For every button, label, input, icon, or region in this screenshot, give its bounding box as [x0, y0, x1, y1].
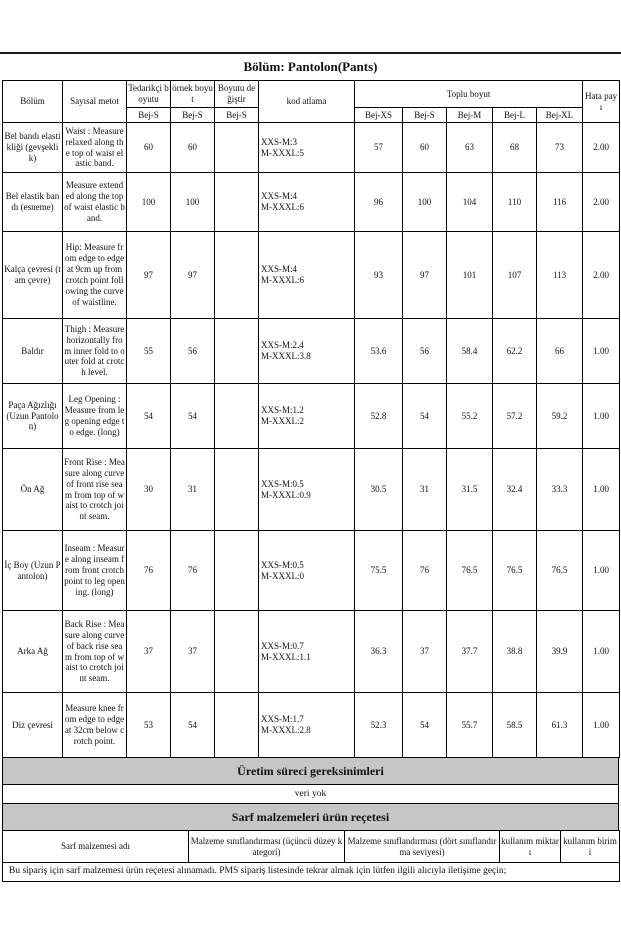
method-cell: Thigh : Measure horizontally from inner fold to outer fold at crotch level.: [63, 319, 127, 384]
measurement-row: [3, 232, 620, 319]
subheader-resize: Bej-S: [215, 108, 259, 123]
bulk-l-cell: 58.5: [493, 693, 537, 758]
bom-missing-note: Bu sipariş için sarf malzemesi ürün reçetesi alınamadı. PMS sipariş listesinde tekrar almak için lütfen ilgili alıcıyla iletişime geçin;: [3, 863, 620, 882]
bulk-l-cell: 57.2: [493, 384, 537, 449]
tolerance-cell: 1.00: [583, 319, 620, 384]
subheader-bulk-xs: Bej-XS: [355, 108, 403, 123]
skip-code-cell: [259, 611, 355, 693]
resize-cell: [215, 449, 259, 531]
resize-cell: [215, 173, 259, 232]
supplier-size-cell: 55: [127, 319, 171, 384]
bulk-m-cell: 104: [447, 173, 493, 232]
consumables-recipe-header: Sarf malzemeleri ürün reçetesi: [2, 803, 619, 831]
row-label-cell: Kalça çevresi (tam çevre): [3, 232, 63, 319]
subheader-bulk-s: Bej-S: [403, 108, 447, 123]
bulk-xl-cell: 73: [537, 123, 583, 173]
sample-size-cell: 97: [171, 232, 215, 319]
bulk-xs-cell: 36.3: [355, 611, 403, 693]
row-label-cell: Ön Ağ: [3, 449, 63, 531]
sample-size-cell: 76: [171, 531, 215, 611]
spec-sheet-content: [2, 54, 619, 882]
bom-header-class-level3: Malzeme sınıflandırması (üçüncü düzey kategori): [189, 831, 345, 863]
resize-cell: [215, 531, 259, 611]
bom-header-usage-unit: kullanım birimi: [561, 831, 620, 863]
header-boyutu-degistir: Boyutu değiştir: [215, 81, 259, 108]
row-label-cell: Arka Ağ: [3, 611, 63, 693]
sample-size-cell: 56: [171, 319, 215, 384]
bulk-m-cell: 37.7: [447, 611, 493, 693]
skip-code-line: M-XXXL:2.8: [261, 725, 311, 735]
supplier-size-cell: 53: [127, 693, 171, 758]
skip-code-line: XXS-M:1.2: [261, 405, 304, 416]
sample-size-cell: 60: [171, 123, 215, 173]
skip-code-cell: [259, 123, 355, 173]
bulk-s-cell: 31: [403, 449, 447, 531]
bulk-xl-cell: 33.3: [537, 449, 583, 531]
row-label-cell: İç Boy (Uzun Pantolon): [3, 531, 63, 611]
method-cell: Inseam : Measure along inseam from front crotch point to leg opening. (long): [63, 531, 127, 611]
bulk-s-cell: 37: [403, 611, 447, 693]
skip-code-line: XXS-M:4: [261, 191, 298, 202]
subheader-bulk-l: Bej-L: [493, 108, 537, 123]
tolerance-cell: 1.00: [583, 531, 620, 611]
skip-code-cell: [259, 232, 355, 319]
resize-cell: [215, 319, 259, 384]
skip-code-cell: [259, 693, 355, 758]
production-requirements-header: Üretim süreci gereksinimleri: [2, 757, 619, 785]
skip-code-line: M-XXXL:0.9: [261, 489, 311, 500]
bulk-xs-cell: 96: [355, 173, 403, 232]
bulk-xl-cell: 61.3: [537, 693, 583, 758]
sample-size-cell: 54: [171, 693, 215, 758]
method-cell: Measure knee from edge to edge at 32cm below crotch point.: [63, 693, 127, 758]
bulk-l-cell: 38.8: [493, 611, 537, 693]
bulk-xl-cell: 116: [537, 173, 583, 232]
bulk-xs-cell: 52.8: [355, 384, 403, 449]
skip-code-line: M-XXXL:0: [261, 570, 304, 581]
supplier-size-cell: 97: [127, 232, 171, 319]
measurement-row: [3, 123, 620, 173]
bulk-m-cell: 55.7: [447, 693, 493, 758]
bom-header-usage-amount: kullanım miktarı: [500, 831, 561, 863]
header-tedarikci-boyutu: Tedarikçi boyutu: [127, 81, 171, 108]
subheader-supplier-size: Bej-S: [127, 108, 171, 123]
bulk-s-cell: 76: [403, 531, 447, 611]
tolerance-cell: 1.00: [583, 384, 620, 449]
header-hata-payi: Hata payı: [583, 81, 620, 123]
resize-cell: [215, 693, 259, 758]
supplier-size-cell: 76: [127, 531, 171, 611]
bulk-m-cell: 63: [447, 123, 493, 173]
bulk-l-cell: 107: [493, 232, 537, 319]
skip-code-cell: [259, 449, 355, 531]
skip-code-line: M-XXXL:6: [261, 202, 304, 212]
resize-cell: [215, 123, 259, 173]
measurement-table: [2, 80, 620, 758]
skip-code-line: XXS-M:0.7: [261, 640, 304, 651]
method-cell: Hip: Measure from edge to edge at 9cm up from crotch point following the curve of waistline.: [63, 232, 127, 319]
row-label-cell: Bel elastik bandı (esneme): [3, 173, 63, 232]
bulk-xl-cell: 113: [537, 232, 583, 319]
bulk-s-cell: 56: [403, 319, 447, 384]
resize-cell: [215, 384, 259, 449]
bulk-m-cell: 58.4: [447, 319, 493, 384]
method-cell: Waist : Measure relaxed along the top of waist elastic band.: [63, 123, 127, 173]
bom-header-material-name: Sarf malzemesi adı: [3, 831, 189, 863]
skip-code-cell: [259, 384, 355, 449]
bulk-l-cell: 110: [493, 173, 537, 232]
bulk-l-cell: 76.5: [493, 531, 537, 611]
supplier-size-cell: 100: [127, 173, 171, 232]
bulk-s-cell: 97: [403, 232, 447, 319]
skip-code-line: XXS-M:0.5: [261, 559, 304, 570]
skip-code-line: M-XXXL:3.8: [261, 351, 311, 361]
header-sayisal-metot: Sayısal metot: [63, 81, 127, 123]
skip-code-line: M-XXXL:6: [261, 275, 304, 285]
skip-code-line: XXS-M:4: [261, 264, 298, 275]
bulk-xl-cell: 59.2: [537, 384, 583, 449]
measurement-row: [3, 384, 620, 449]
skip-code-line: M-XXXL:1.1: [261, 651, 311, 662]
skip-code-line: M-XXXL:5: [261, 147, 304, 158]
skip-code-cell: [259, 319, 355, 384]
skip-code-line: M-XXXL:2: [261, 416, 304, 426]
skip-code-line: XXS-M:1.7: [261, 714, 304, 725]
bulk-xs-cell: 57: [355, 123, 403, 173]
supplier-size-cell: 60: [127, 123, 171, 173]
tolerance-cell: 1.00: [583, 611, 620, 693]
sample-size-cell: 31: [171, 449, 215, 531]
bulk-xl-cell: 76.5: [537, 531, 583, 611]
row-label-cell: Bel bandı elastikliği (gevşeklik): [3, 123, 63, 173]
supplier-size-cell: 30: [127, 449, 171, 531]
bulk-s-cell: 60: [403, 123, 447, 173]
header-ornek-boyut: örnek boyut: [171, 81, 215, 108]
no-data-row: veri yok: [2, 784, 619, 804]
header-toplu-boyut: Toplu boyut: [355, 81, 583, 108]
measurement-row: [3, 611, 620, 693]
supplier-size-cell: 54: [127, 384, 171, 449]
skip-code-line: XXS-M:0.5: [261, 478, 304, 489]
method-cell: Leg Opening : Measure from leg opening edge to edge. (long): [63, 384, 127, 449]
bulk-m-cell: 76.5: [447, 531, 493, 611]
method-cell: Front Rise : Measure along curve of front rise seam from top of waist to crotch joint seam.: [63, 449, 127, 531]
skip-code-cell: [259, 531, 355, 611]
header-kod-atlama: kod atlama: [259, 81, 355, 123]
bulk-xs-cell: 75.5: [355, 531, 403, 611]
measurement-row: [3, 319, 620, 384]
bulk-xs-cell: 93: [355, 232, 403, 319]
measurement-row: [3, 449, 620, 531]
bulk-s-cell: 54: [403, 693, 447, 758]
row-label-cell: Diz çevresi: [3, 693, 63, 758]
section-title: Bölüm: Pantolon(Pants): [243, 59, 378, 74]
measurement-row: [3, 173, 620, 232]
method-cell: Back Rise : Measure along curve of back rise seam from top of waist to crotch joint seam.: [63, 611, 127, 693]
tolerance-cell: 1.00: [583, 449, 620, 531]
tolerance-cell: 2.00: [583, 123, 620, 173]
bulk-xl-cell: 39.9: [537, 611, 583, 693]
bulk-s-cell: 100: [403, 173, 447, 232]
method-cell: Measure extended along the top of waist elastic band.: [63, 173, 127, 232]
bulk-m-cell: 55.2: [447, 384, 493, 449]
bulk-s-cell: 54: [403, 384, 447, 449]
measurement-row: [3, 531, 620, 611]
consumables-table: [2, 830, 620, 882]
bom-header-class-level4: Malzeme sınıflandırması (dört sınıflandırma seviyesi): [345, 831, 500, 863]
sample-size-cell: 37: [171, 611, 215, 693]
bulk-m-cell: 101: [447, 232, 493, 319]
tolerance-cell: 2.00: [583, 173, 620, 232]
sample-size-cell: 54: [171, 384, 215, 449]
skip-code-cell: [259, 173, 355, 232]
skip-code-line: XXS-M:2.4: [261, 340, 304, 351]
bulk-l-cell: 68: [493, 123, 537, 173]
bulk-xs-cell: 52.3: [355, 693, 403, 758]
subheader-bulk-xl: Bej-XL: [537, 108, 583, 123]
tolerance-cell: 2.00: [583, 232, 620, 319]
subheader-sample-size: Bej-S: [171, 108, 215, 123]
header-bolum: Bölüm: [3, 81, 63, 123]
measurement-row: [3, 693, 620, 758]
row-label-cell: Baldır: [3, 319, 63, 384]
resize-cell: [215, 611, 259, 693]
skip-code-line: XXS-M:3: [261, 136, 298, 147]
tolerance-cell: 1.00: [583, 693, 620, 758]
bulk-xl-cell: 66: [537, 319, 583, 384]
supplier-size-cell: 37: [127, 611, 171, 693]
row-label-cell: Paça Ağızlığı (Uzun Pantolon): [3, 384, 63, 449]
resize-cell: [215, 232, 259, 319]
sample-size-cell: 100: [171, 173, 215, 232]
bulk-l-cell: 32.4: [493, 449, 537, 531]
subheader-bulk-m: Bej-M: [447, 108, 493, 123]
bulk-m-cell: 31.5: [447, 449, 493, 531]
bulk-xs-cell: 30.5: [355, 449, 403, 531]
bulk-l-cell: 62.2: [493, 319, 537, 384]
bulk-xs-cell: 53.6: [355, 319, 403, 384]
